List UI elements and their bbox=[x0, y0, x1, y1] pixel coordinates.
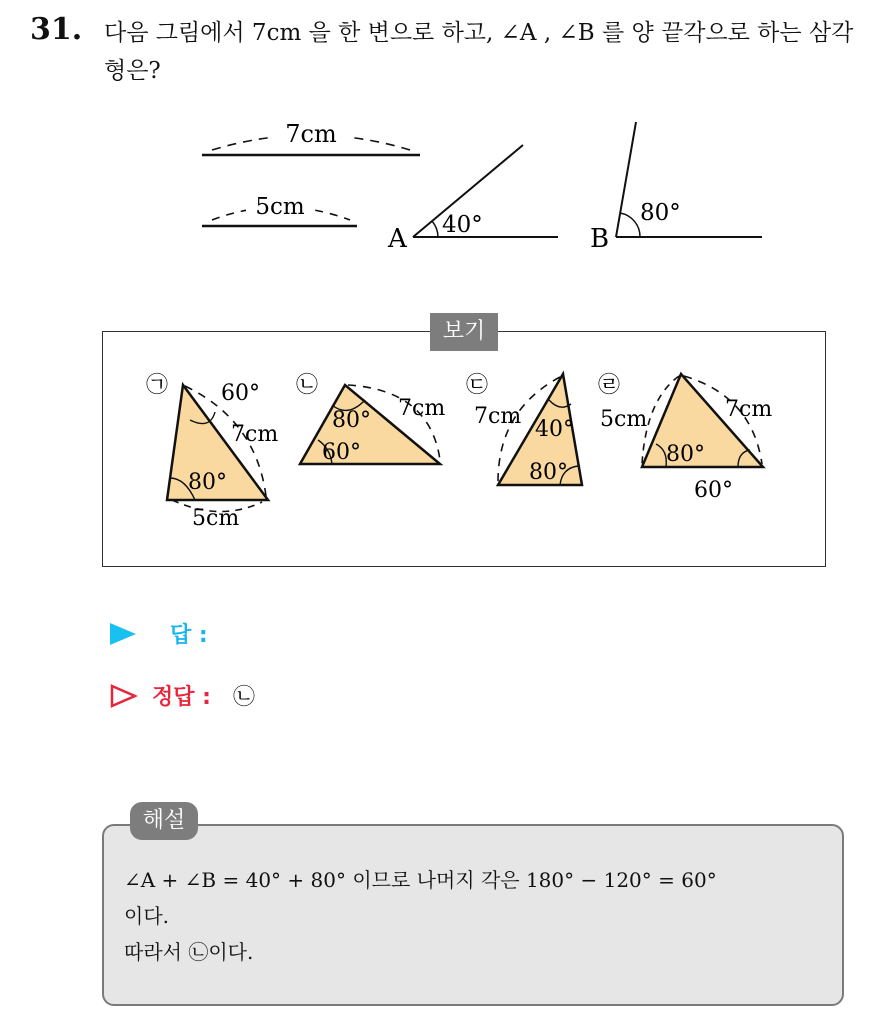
option-4-mark: ㉣ bbox=[598, 373, 621, 398]
play-arrow-icon bbox=[110, 623, 136, 645]
correct-answer-row bbox=[110, 680, 255, 711]
solution-line-2: 이다. bbox=[124, 904, 169, 928]
bogi-title: 보기 bbox=[430, 313, 498, 351]
option-1-label-b: 7cm bbox=[231, 422, 279, 447]
option-2-label-c: 60° bbox=[322, 440, 361, 465]
option-4-label-c: 80° bbox=[666, 442, 705, 467]
option-2-label-b: 80° bbox=[332, 408, 371, 433]
segment-5cm-label: 5cm bbox=[255, 194, 305, 220]
angle-a-value: 40° bbox=[442, 212, 483, 238]
option-1-label-d: 5cm bbox=[192, 506, 240, 531]
option-1-label-c: 80° bbox=[188, 470, 227, 495]
question-text: 다음 그림에서 7cm 을 한 변으로 하고, ∠A , ∠B 를 양 끝각으로 하는 삼각형은? bbox=[104, 20, 854, 84]
answer-label: 답 : bbox=[170, 623, 208, 648]
solution-line-3: 따라서 ㉡이다. bbox=[124, 940, 254, 964]
correct-answer-label: 정답 : bbox=[152, 685, 211, 710]
segment-7cm-label: 7cm bbox=[285, 120, 337, 148]
option-4-label-d: 60° bbox=[694, 478, 733, 503]
solution-title: 해설 bbox=[130, 802, 198, 840]
angle-a-vertex: A bbox=[388, 224, 407, 254]
solution-text bbox=[124, 862, 829, 970]
solution-line-1: ∠A + ∠B = 40° + 80° 이므로 나머지 각은 180° − 120° = 60° bbox=[124, 868, 717, 892]
option-4-label-a: 5cm bbox=[600, 407, 648, 432]
correct-answer-value: ㉡ bbox=[232, 685, 255, 710]
option-3-label-c: 80° bbox=[529, 460, 568, 485]
option-3-label-a: 7cm bbox=[474, 404, 522, 429]
angle-b-value: 80° bbox=[640, 200, 681, 226]
option-1-label-a: 60° bbox=[221, 381, 260, 406]
angle-b-vertex: B bbox=[590, 224, 610, 254]
option-2-label-a: 7cm bbox=[398, 396, 446, 421]
option-2-mark: ㉡ bbox=[296, 373, 319, 398]
option-1-mark: ㉠ bbox=[146, 373, 169, 398]
option-4-label-b: 7cm bbox=[725, 397, 773, 422]
option-3-label-b: 40° bbox=[535, 417, 574, 442]
answer-row bbox=[110, 618, 208, 649]
outline-arrow-icon bbox=[110, 684, 138, 708]
option-3-mark: ㉢ bbox=[466, 373, 489, 398]
question-number: 31. bbox=[30, 12, 83, 47]
